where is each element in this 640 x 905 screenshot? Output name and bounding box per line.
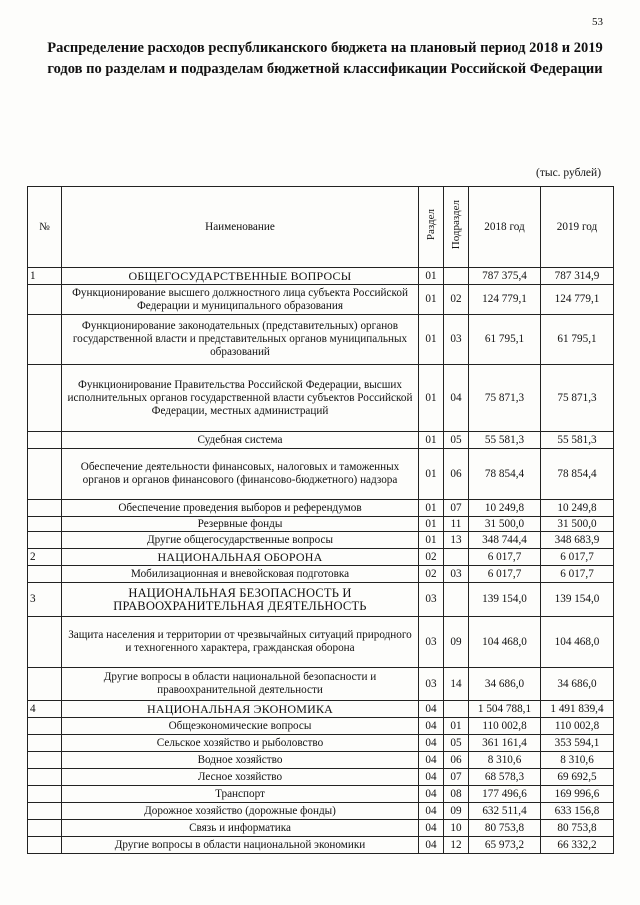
row-value-2019: 34 686,0	[541, 668, 614, 701]
row-number	[28, 668, 62, 701]
row-subsection-code: 06	[444, 752, 469, 769]
row-value-2019: 8 310,6	[541, 752, 614, 769]
row-section-code: 01	[419, 285, 444, 315]
row-number	[28, 315, 62, 365]
row-value-2019: 55 581,3	[541, 432, 614, 449]
row-value-2019: 10 249,8	[541, 500, 614, 517]
row-value-2018: 361 161,4	[469, 735, 541, 752]
row-value-2018: 177 496,6	[469, 786, 541, 803]
row-name: Мобилизационная и вневойсковая подготовка	[62, 566, 419, 583]
row-subsection-code: 07	[444, 500, 469, 517]
row-number	[28, 837, 62, 854]
row-value-2018: 348 744,4	[469, 532, 541, 549]
row-section-code: 01	[419, 432, 444, 449]
row-value-2019: 6 017,7	[541, 549, 614, 566]
table-row	[28, 268, 614, 285]
row-value-2019: 78 854,4	[541, 449, 614, 500]
table-row	[28, 566, 614, 583]
row-section-code: 02	[419, 549, 444, 566]
row-name: Другие вопросы в области национальной безопасности и правоохранительной деятельности	[62, 668, 419, 701]
row-section-code: 01	[419, 315, 444, 365]
table-body	[28, 268, 614, 854]
table-row	[28, 315, 614, 365]
row-number: 2	[28, 549, 62, 566]
row-name: Защита населения и территории от чрезвычайных ситуаций природного и техногенного характера, гражданская оборона	[62, 617, 419, 668]
row-name: Водное хозяйство	[62, 752, 419, 769]
row-section-code: 04	[419, 803, 444, 820]
row-subsection-code: 02	[444, 285, 469, 315]
header-subsection-label: Подраздел	[449, 200, 462, 250]
row-section-code: 04	[419, 769, 444, 786]
row-name: ОБЩЕГОСУДАРСТВЕННЫЕ ВОПРОСЫ	[62, 268, 419, 285]
row-value-2019: 69 692,5	[541, 769, 614, 786]
table-row	[28, 549, 614, 566]
row-name: Общеэкономические вопросы	[62, 718, 419, 735]
row-value-2018: 632 511,4	[469, 803, 541, 820]
row-number: 1	[28, 268, 62, 285]
row-value-2018: 55 581,3	[469, 432, 541, 449]
row-number	[28, 735, 62, 752]
row-value-2018: 139 154,0	[469, 583, 541, 617]
row-name: НАЦИОНАЛЬНАЯ ЭКОНОМИКА	[62, 701, 419, 718]
row-value-2018: 787 375,4	[469, 268, 541, 285]
row-number	[28, 449, 62, 500]
row-section-code: 01	[419, 268, 444, 285]
header-2019: 2019 год	[541, 187, 614, 268]
row-name: Обеспечение деятельности финансовых, налоговых и таможенных органов и органов финансового (финансово-бюджетного) надзора	[62, 449, 419, 500]
row-value-2018: 104 468,0	[469, 617, 541, 668]
row-value-2019: 787 314,9	[541, 268, 614, 285]
row-value-2019: 633 156,8	[541, 803, 614, 820]
table-row	[28, 583, 614, 617]
table-row	[28, 500, 614, 517]
row-number	[28, 786, 62, 803]
table-row	[28, 701, 614, 718]
row-number: 3	[28, 583, 62, 617]
row-number	[28, 769, 62, 786]
row-value-2018: 75 871,3	[469, 365, 541, 432]
row-name: Лесное хозяйство	[62, 769, 419, 786]
row-subsection-code	[444, 701, 469, 718]
row-section-code: 04	[419, 718, 444, 735]
table-row	[28, 365, 614, 432]
row-number	[28, 532, 62, 549]
row-name: Транспорт	[62, 786, 419, 803]
row-subsection-code: 09	[444, 617, 469, 668]
row-name: Резервные фонды	[62, 517, 419, 532]
row-number: 4	[28, 701, 62, 718]
row-value-2018: 124 779,1	[469, 285, 541, 315]
row-section-code: 04	[419, 735, 444, 752]
row-section-code: 02	[419, 566, 444, 583]
row-value-2018: 8 310,6	[469, 752, 541, 769]
row-value-2019: 6 017,7	[541, 566, 614, 583]
row-value-2018: 78 854,4	[469, 449, 541, 500]
row-name: Дорожное хозяйство (дорожные фонды)	[62, 803, 419, 820]
row-section-code: 01	[419, 449, 444, 500]
row-value-2019: 169 996,6	[541, 786, 614, 803]
row-value-2018: 68 578,3	[469, 769, 541, 786]
row-subsection-code	[444, 268, 469, 285]
row-value-2019: 139 154,0	[541, 583, 614, 617]
table-row	[28, 752, 614, 769]
row-value-2019: 31 500,0	[541, 517, 614, 532]
row-value-2018: 6 017,7	[469, 549, 541, 566]
table-header	[28, 187, 614, 268]
header-section-label: Раздел	[424, 209, 437, 241]
header-name: Наименование	[62, 187, 419, 268]
table-row	[28, 718, 614, 735]
page-title: Распределение расходов республиканского бюджета на плановый период 2018 и 2019 годов по разделам и подразделам бюджетной классификации Российской Федерации	[47, 40, 603, 77]
row-value-2019: 104 468,0	[541, 617, 614, 668]
table-row	[28, 449, 614, 500]
row-value-2018: 65 973,2	[469, 837, 541, 854]
row-number	[28, 517, 62, 532]
row-value-2018: 61 795,1	[469, 315, 541, 365]
row-value-2019: 66 332,2	[541, 837, 614, 854]
row-name: Функционирование законодательных (представительных) органов государственной власти и представительных органов муниципальных образований	[62, 315, 419, 365]
row-number	[28, 752, 62, 769]
row-value-2018: 80 753,8	[469, 820, 541, 837]
row-value-2018: 1 504 788,1	[469, 701, 541, 718]
table-row	[28, 820, 614, 837]
row-name: НАЦИОНАЛЬНАЯ БЕЗОПАСНОСТЬ И ПРАВООХРАНИТЕЛЬНАЯ ДЕЯТЕЛЬНОСТЬ	[62, 583, 419, 617]
row-name: Обеспечение проведения выборов и референдумов	[62, 500, 419, 517]
row-subsection-code: 06	[444, 449, 469, 500]
row-value-2018: 10 249,8	[469, 500, 541, 517]
row-value-2019: 75 871,3	[541, 365, 614, 432]
row-section-code: 03	[419, 668, 444, 701]
row-section-code: 04	[419, 820, 444, 837]
row-value-2019: 124 779,1	[541, 285, 614, 315]
row-name: Связь и информатика	[62, 820, 419, 837]
page-number: 53	[592, 16, 603, 28]
row-subsection-code: 11	[444, 517, 469, 532]
table-row	[28, 285, 614, 315]
row-number	[28, 803, 62, 820]
row-number	[28, 432, 62, 449]
table-row	[28, 837, 614, 854]
table-row	[28, 517, 614, 532]
table-row	[28, 735, 614, 752]
row-value-2018: 31 500,0	[469, 517, 541, 532]
row-name: Сельское хозяйство и рыболовство	[62, 735, 419, 752]
row-number	[28, 617, 62, 668]
table-row	[28, 432, 614, 449]
row-number	[28, 365, 62, 432]
row-section-code: 04	[419, 701, 444, 718]
table-row	[28, 769, 614, 786]
row-subsection-code: 01	[444, 718, 469, 735]
row-name: Другие вопросы в области национальной экономики	[62, 837, 419, 854]
row-value-2018: 110 002,8	[469, 718, 541, 735]
units-label: (тыс. рублей)	[536, 167, 602, 179]
row-subsection-code: 05	[444, 735, 469, 752]
row-name: НАЦИОНАЛЬНАЯ ОБОРОНА	[62, 549, 419, 566]
row-subsection-code: 10	[444, 820, 469, 837]
row-name: Другие общегосударственные вопросы	[62, 532, 419, 549]
row-name: Функционирование высшего должностного лица субъекта Российской Федерации и муниципального образования	[62, 285, 419, 315]
row-number	[28, 566, 62, 583]
row-number	[28, 285, 62, 315]
row-subsection-code	[444, 549, 469, 566]
row-number	[28, 718, 62, 735]
row-value-2019: 61 795,1	[541, 315, 614, 365]
table-row	[28, 532, 614, 549]
row-value-2019: 348 683,9	[541, 532, 614, 549]
row-value-2019: 353 594,1	[541, 735, 614, 752]
row-number	[28, 500, 62, 517]
table-row	[28, 786, 614, 803]
row-subsection-code: 08	[444, 786, 469, 803]
header-row	[28, 187, 614, 268]
row-subsection-code: 03	[444, 315, 469, 365]
row-subsection-code: 13	[444, 532, 469, 549]
header-num: №	[28, 187, 62, 268]
table-row	[28, 617, 614, 668]
row-name: Судебная система	[62, 432, 419, 449]
row-section-code: 03	[419, 617, 444, 668]
row-section-code: 04	[419, 786, 444, 803]
row-section-code: 01	[419, 532, 444, 549]
row-value-2019: 110 002,8	[541, 718, 614, 735]
row-section-code: 04	[419, 837, 444, 854]
header-2018: 2018 год	[469, 187, 541, 268]
row-section-code: 04	[419, 752, 444, 769]
row-value-2018: 6 017,7	[469, 566, 541, 583]
row-subsection-code: 14	[444, 668, 469, 701]
row-name: Функционирование Правительства Российской Федерации, высших исполнительных органов государственной власти субъектов Российской Федерации, местных администраций	[62, 365, 419, 432]
row-subsection-code	[444, 583, 469, 617]
header-subsection	[444, 187, 469, 268]
table-row	[28, 803, 614, 820]
row-value-2019: 80 753,8	[541, 820, 614, 837]
row-subsection-code: 12	[444, 837, 469, 854]
row-subsection-code: 05	[444, 432, 469, 449]
row-subsection-code: 04	[444, 365, 469, 432]
row-section-code: 01	[419, 365, 444, 432]
row-number	[28, 820, 62, 837]
budget-table	[27, 186, 614, 854]
row-subsection-code: 09	[444, 803, 469, 820]
row-value-2019: 1 491 839,4	[541, 701, 614, 718]
row-value-2018: 34 686,0	[469, 668, 541, 701]
row-section-code: 01	[419, 500, 444, 517]
row-subsection-code: 07	[444, 769, 469, 786]
row-section-code: 03	[419, 583, 444, 617]
table-row	[28, 668, 614, 701]
row-subsection-code: 03	[444, 566, 469, 583]
header-section	[419, 187, 444, 268]
row-section-code: 01	[419, 517, 444, 532]
